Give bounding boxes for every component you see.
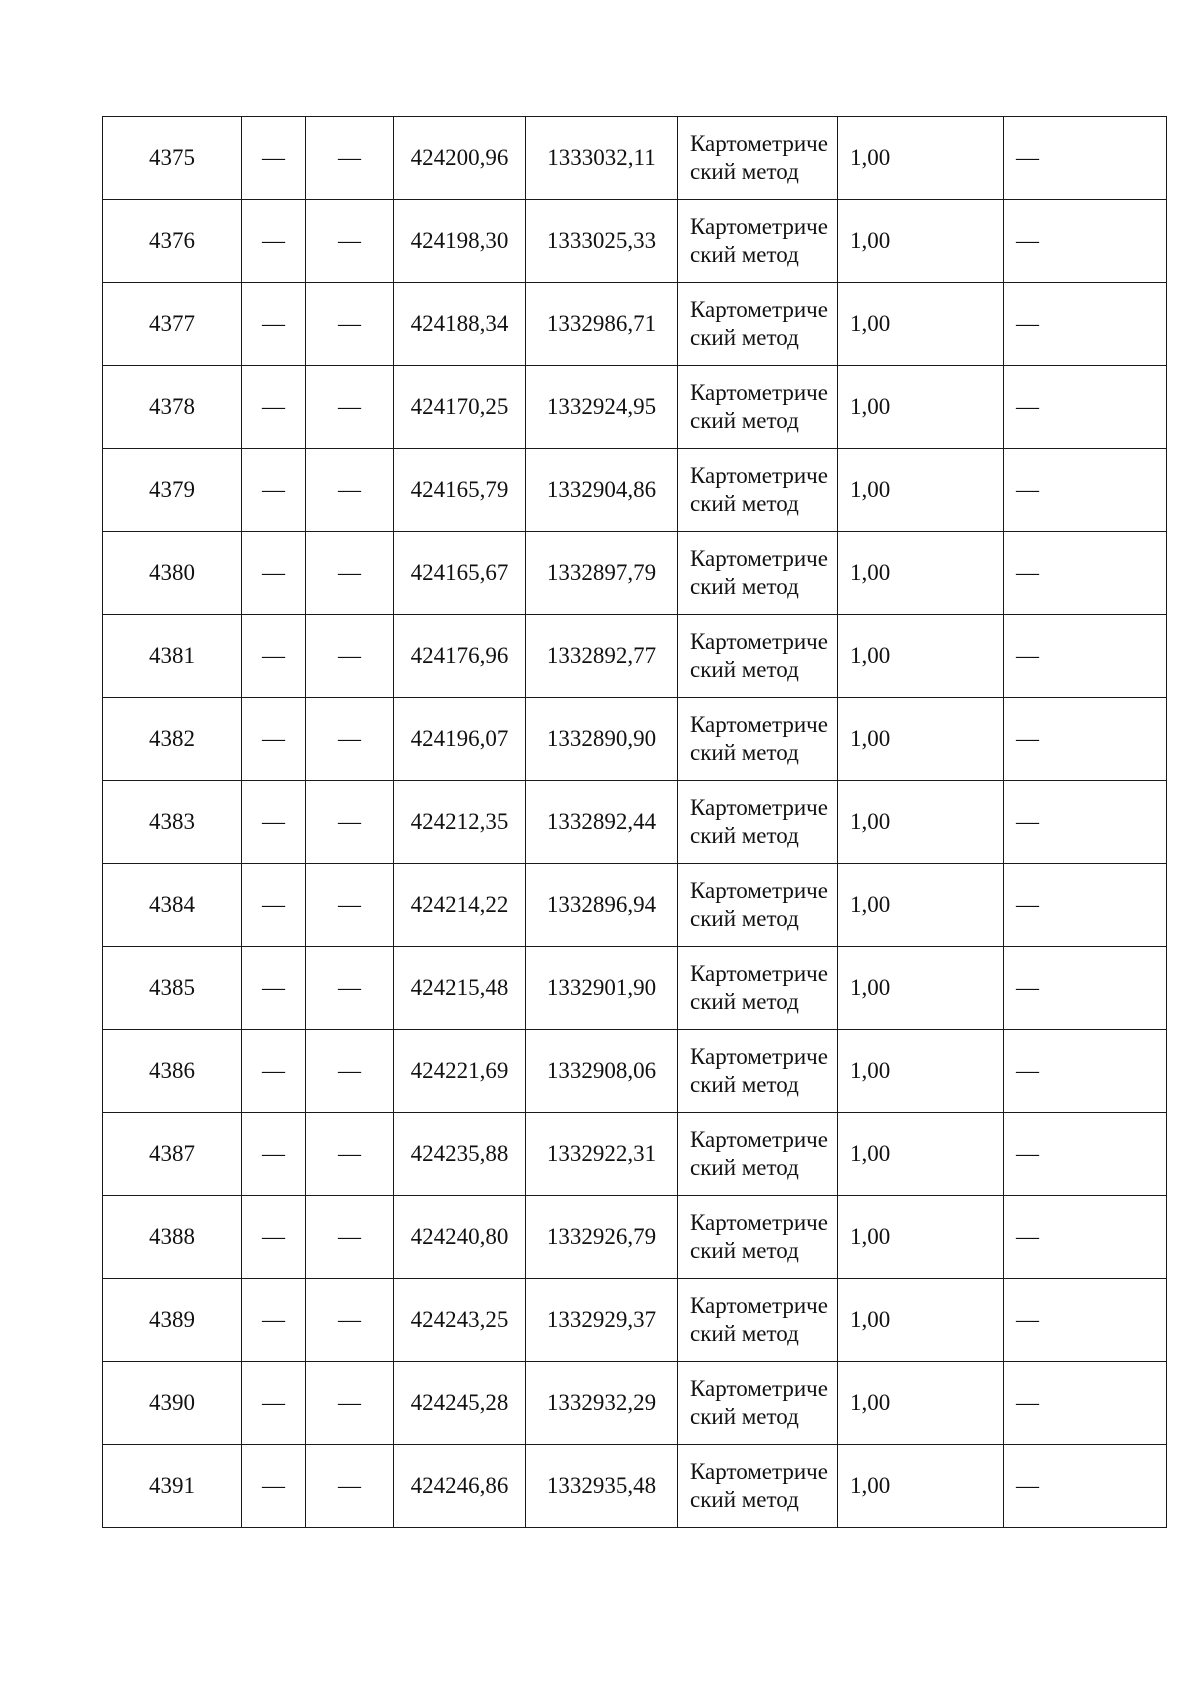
- old-x-text: —: [262, 311, 285, 336]
- old-x-cell: [242, 781, 306, 864]
- point-number-text: 4379: [149, 477, 195, 502]
- description-cell: [1004, 200, 1167, 283]
- old-x-cell: [242, 1196, 306, 1279]
- method-text: Картометрический метод: [690, 961, 828, 1014]
- point-number-cell: [103, 864, 242, 947]
- accuracy-cell: [838, 1445, 1004, 1528]
- old-y-text: —: [338, 1390, 361, 1415]
- accuracy-text: 1,00: [850, 560, 891, 585]
- old-x-text: —: [262, 145, 285, 170]
- old-y-text: —: [338, 643, 361, 668]
- method-text: Картометрический метод: [690, 795, 828, 848]
- method-text: Картометрический метод: [690, 878, 828, 931]
- table-row: [103, 1030, 1167, 1113]
- accuracy-cell: [838, 1279, 1004, 1362]
- point-number-cell: [103, 615, 242, 698]
- x-coordinate-text: 424221,69: [410, 1058, 509, 1083]
- x-coordinate-text: 424243,25: [410, 1307, 509, 1332]
- table-row: [103, 366, 1167, 449]
- table-row: [103, 698, 1167, 781]
- old-x-cell: [242, 1113, 306, 1196]
- point-number-cell: [103, 1362, 242, 1445]
- y-coordinate-cell: [526, 781, 678, 864]
- point-number-text: 4387: [149, 1141, 195, 1166]
- coordinates-table: [102, 116, 1167, 1528]
- point-number-cell: [103, 781, 242, 864]
- old-x-text: —: [262, 560, 285, 585]
- old-y-text: —: [338, 1058, 361, 1083]
- x-coordinate-cell: [394, 1362, 526, 1445]
- table-row: [103, 947, 1167, 1030]
- old-x-cell: [242, 200, 306, 283]
- accuracy-cell: [838, 864, 1004, 947]
- description-cell: [1004, 615, 1167, 698]
- accuracy-cell: [838, 1113, 1004, 1196]
- x-coordinate-cell: [394, 449, 526, 532]
- y-coordinate-cell: [526, 1196, 678, 1279]
- old-y-text: —: [338, 560, 361, 585]
- description-cell: [1004, 1113, 1167, 1196]
- description-text: —: [1016, 560, 1039, 585]
- point-number-text: 4377: [149, 311, 195, 336]
- x-coordinate-cell: [394, 1196, 526, 1279]
- x-coordinate-text: 424240,80: [410, 1224, 509, 1249]
- table-row: [103, 1362, 1167, 1445]
- old-x-cell: [242, 366, 306, 449]
- accuracy-cell: [838, 200, 1004, 283]
- old-y-cell: [306, 532, 394, 615]
- y-coordinate-cell: [526, 117, 678, 200]
- old-x-text: —: [262, 477, 285, 502]
- point-number-text: 4389: [149, 1307, 195, 1332]
- y-coordinate-text: 1332935,48: [546, 1473, 657, 1498]
- table-row: [103, 200, 1167, 283]
- y-coordinate-cell: [526, 615, 678, 698]
- method-text: Картометрический метод: [690, 1293, 828, 1346]
- point-number-text: 4391: [149, 1473, 195, 1498]
- y-coordinate-cell: [526, 283, 678, 366]
- old-y-cell: [306, 200, 394, 283]
- accuracy-text: 1,00: [850, 311, 891, 336]
- point-number-text: 4390: [149, 1390, 195, 1415]
- method-cell: [678, 532, 838, 615]
- old-x-cell: [242, 532, 306, 615]
- description-text: —: [1016, 643, 1039, 668]
- old-y-cell: [306, 1445, 394, 1528]
- y-coordinate-text: 1332922,31: [546, 1141, 657, 1166]
- table-row: [103, 117, 1167, 200]
- x-coordinate-cell: [394, 1113, 526, 1196]
- old-y-cell: [306, 449, 394, 532]
- accuracy-text: 1,00: [850, 145, 891, 170]
- method-cell: [678, 698, 838, 781]
- accuracy-text: 1,00: [850, 1473, 891, 1498]
- method-text: Картометрический метод: [690, 131, 828, 184]
- method-text: Картометрический метод: [690, 546, 828, 599]
- y-coordinate-text: 1332897,79: [546, 560, 657, 585]
- x-coordinate-text: 424200,96: [410, 145, 509, 170]
- y-coordinate-text: 1332892,44: [546, 809, 657, 834]
- old-x-text: —: [262, 228, 285, 253]
- method-text: Картометрический метод: [690, 1459, 828, 1512]
- old-x-cell: [242, 615, 306, 698]
- x-coordinate-text: 424246,86: [410, 1473, 509, 1498]
- point-number-cell: [103, 449, 242, 532]
- y-coordinate-cell: [526, 1279, 678, 1362]
- x-coordinate-text: 424212,35: [410, 809, 509, 834]
- y-coordinate-cell: [526, 366, 678, 449]
- method-cell: [678, 1279, 838, 1362]
- old-x-cell: [242, 1362, 306, 1445]
- x-coordinate-cell: [394, 1445, 526, 1528]
- old-x-text: —: [262, 1058, 285, 1083]
- method-text: Картометрический метод: [690, 380, 828, 433]
- old-x-text: —: [262, 643, 285, 668]
- table-row: [103, 1445, 1167, 1528]
- description-text: —: [1016, 477, 1039, 502]
- description-text: —: [1016, 809, 1039, 834]
- y-coordinate-cell: [526, 1362, 678, 1445]
- accuracy-cell: [838, 117, 1004, 200]
- x-coordinate-cell: [394, 366, 526, 449]
- old-x-text: —: [262, 892, 285, 917]
- accuracy-cell: [838, 781, 1004, 864]
- method-cell: [678, 615, 838, 698]
- x-coordinate-text: 424188,34: [410, 311, 509, 336]
- y-coordinate-text: 1332929,37: [546, 1307, 657, 1332]
- old-x-text: —: [262, 394, 285, 419]
- old-y-cell: [306, 1030, 394, 1113]
- method-text: Картометрический метод: [690, 214, 828, 267]
- y-coordinate-cell: [526, 1445, 678, 1528]
- old-y-text: —: [338, 1141, 361, 1166]
- description-cell: [1004, 1030, 1167, 1113]
- accuracy-text: 1,00: [850, 643, 891, 668]
- old-x-cell: [242, 117, 306, 200]
- y-coordinate-text: 1332896,94: [546, 892, 657, 917]
- point-number-cell: [103, 366, 242, 449]
- accuracy-cell: [838, 698, 1004, 781]
- old-x-cell: [242, 864, 306, 947]
- x-coordinate-text: 424196,07: [410, 726, 509, 751]
- old-y-text: —: [338, 1307, 361, 1332]
- y-coordinate-text: 1332908,06: [546, 1058, 657, 1083]
- point-number-cell: [103, 1113, 242, 1196]
- point-number-cell: [103, 947, 242, 1030]
- old-x-text: —: [262, 975, 285, 1000]
- description-cell: [1004, 117, 1167, 200]
- description-cell: [1004, 366, 1167, 449]
- accuracy-cell: [838, 947, 1004, 1030]
- accuracy-cell: [838, 1362, 1004, 1445]
- method-cell: [678, 1445, 838, 1528]
- description-cell: [1004, 781, 1167, 864]
- point-number-text: 4382: [149, 726, 195, 751]
- description-text: —: [1016, 228, 1039, 253]
- y-coordinate-cell: [526, 864, 678, 947]
- y-coordinate-text: 1332904,86: [546, 477, 657, 502]
- table-row: [103, 615, 1167, 698]
- point-number-text: 4378: [149, 394, 195, 419]
- old-x-text: —: [262, 1473, 285, 1498]
- x-coordinate-cell: [394, 200, 526, 283]
- method-cell: [678, 117, 838, 200]
- accuracy-cell: [838, 1196, 1004, 1279]
- method-text: Картометрический метод: [690, 712, 828, 765]
- y-coordinate-cell: [526, 947, 678, 1030]
- description-text: —: [1016, 1390, 1039, 1415]
- x-coordinate-cell: [394, 864, 526, 947]
- x-coordinate-text: 424235,88: [410, 1141, 509, 1166]
- old-y-cell: [306, 1113, 394, 1196]
- point-number-cell: [103, 283, 242, 366]
- method-text: Картометрический метод: [690, 1044, 828, 1097]
- point-number-cell: [103, 117, 242, 200]
- point-number-text: 4376: [149, 228, 195, 253]
- accuracy-text: 1,00: [850, 1307, 891, 1332]
- accuracy-text: 1,00: [850, 1390, 891, 1415]
- y-coordinate-text: 1332924,95: [546, 394, 657, 419]
- old-x-cell: [242, 1445, 306, 1528]
- point-number-cell: [103, 698, 242, 781]
- y-coordinate-cell: [526, 200, 678, 283]
- x-coordinate-cell: [394, 781, 526, 864]
- method-cell: [678, 283, 838, 366]
- description-cell: [1004, 698, 1167, 781]
- old-y-cell: [306, 781, 394, 864]
- x-coordinate-text: 424176,96: [410, 643, 509, 668]
- description-text: —: [1016, 1224, 1039, 1249]
- y-coordinate-text: 1333032,11: [547, 145, 656, 170]
- description-text: —: [1016, 1141, 1039, 1166]
- method-text: Картометрический метод: [690, 463, 828, 516]
- description-text: —: [1016, 311, 1039, 336]
- old-y-text: —: [338, 975, 361, 1000]
- table-row: [103, 864, 1167, 947]
- table-row: [103, 1196, 1167, 1279]
- accuracy-text: 1,00: [850, 1058, 891, 1083]
- old-x-cell: [242, 947, 306, 1030]
- old-y-text: —: [338, 145, 361, 170]
- accuracy-text: 1,00: [850, 1141, 891, 1166]
- table-row: [103, 781, 1167, 864]
- y-coordinate-text: 1332932,29: [546, 1390, 657, 1415]
- old-y-text: —: [338, 1224, 361, 1249]
- point-number-cell: [103, 200, 242, 283]
- description-cell: [1004, 1445, 1167, 1528]
- description-cell: [1004, 1279, 1167, 1362]
- accuracy-cell: [838, 532, 1004, 615]
- point-number-cell: [103, 1445, 242, 1528]
- point-number-text: 4383: [149, 809, 195, 834]
- old-y-cell: [306, 864, 394, 947]
- method-cell: [678, 449, 838, 532]
- y-coordinate-text: 1332892,77: [546, 643, 657, 668]
- y-coordinate-text: 1332926,79: [546, 1224, 657, 1249]
- method-cell: [678, 781, 838, 864]
- accuracy-text: 1,00: [850, 228, 891, 253]
- point-number-cell: [103, 1279, 242, 1362]
- table-row: [103, 449, 1167, 532]
- old-x-text: —: [262, 1224, 285, 1249]
- accuracy-text: 1,00: [850, 1224, 891, 1249]
- old-y-text: —: [338, 477, 361, 502]
- old-y-cell: [306, 1279, 394, 1362]
- method-text: Картометрический метод: [690, 297, 828, 350]
- description-text: —: [1016, 1473, 1039, 1498]
- y-coordinate-text: 1332986,71: [546, 311, 657, 336]
- description-text: —: [1016, 726, 1039, 751]
- old-x-cell: [242, 449, 306, 532]
- y-coordinate-text: 1332890,90: [546, 726, 657, 751]
- description-cell: [1004, 532, 1167, 615]
- old-y-text: —: [338, 892, 361, 917]
- accuracy-text: 1,00: [850, 394, 891, 419]
- x-coordinate-text: 424245,28: [410, 1390, 509, 1415]
- y-coordinate-cell: [526, 449, 678, 532]
- x-coordinate-text: 424215,48: [410, 975, 509, 1000]
- description-text: —: [1016, 145, 1039, 170]
- accuracy-text: 1,00: [850, 975, 891, 1000]
- description-cell: [1004, 1362, 1167, 1445]
- method-cell: [678, 1362, 838, 1445]
- y-coordinate-cell: [526, 1030, 678, 1113]
- x-coordinate-text: 424198,30: [410, 228, 509, 253]
- accuracy-text: 1,00: [850, 477, 891, 502]
- old-y-cell: [306, 1196, 394, 1279]
- method-cell: [678, 200, 838, 283]
- x-coordinate-cell: [394, 1030, 526, 1113]
- method-cell: [678, 366, 838, 449]
- accuracy-cell: [838, 1030, 1004, 1113]
- x-coordinate-text: 424214,22: [410, 892, 509, 917]
- description-text: —: [1016, 975, 1039, 1000]
- method-text: Картометрический метод: [690, 1210, 828, 1263]
- accuracy-cell: [838, 366, 1004, 449]
- y-coordinate-text: 1333025,33: [546, 228, 657, 253]
- old-y-cell: [306, 1362, 394, 1445]
- old-x-text: —: [262, 726, 285, 751]
- description-text: —: [1016, 892, 1039, 917]
- old-x-cell: [242, 1030, 306, 1113]
- method-text: Картометрический метод: [690, 629, 828, 682]
- old-x-cell: [242, 698, 306, 781]
- description-cell: [1004, 864, 1167, 947]
- point-number-cell: [103, 1196, 242, 1279]
- method-cell: [678, 1030, 838, 1113]
- method-text: Картометрический метод: [690, 1127, 828, 1180]
- x-coordinate-cell: [394, 532, 526, 615]
- x-coordinate-text: 424165,79: [410, 477, 509, 502]
- point-number-text: 4381: [149, 643, 195, 668]
- x-coordinate-cell: [394, 117, 526, 200]
- old-y-cell: [306, 698, 394, 781]
- old-y-cell: [306, 615, 394, 698]
- old-x-text: —: [262, 809, 285, 834]
- table-body: [103, 117, 1167, 1528]
- accuracy-cell: [838, 283, 1004, 366]
- accuracy-text: 1,00: [850, 726, 891, 751]
- old-y-text: —: [338, 809, 361, 834]
- method-cell: [678, 864, 838, 947]
- y-coordinate-cell: [526, 698, 678, 781]
- old-y-text: —: [338, 394, 361, 419]
- description-text: —: [1016, 1307, 1039, 1332]
- old-x-cell: [242, 1279, 306, 1362]
- point-number-text: 4380: [149, 560, 195, 585]
- description-cell: [1004, 283, 1167, 366]
- table-row: [103, 1279, 1167, 1362]
- point-number-text: 4386: [149, 1058, 195, 1083]
- accuracy-text: 1,00: [850, 809, 891, 834]
- accuracy-text: 1,00: [850, 892, 891, 917]
- description-text: —: [1016, 1058, 1039, 1083]
- x-coordinate-cell: [394, 1279, 526, 1362]
- x-coordinate-cell: [394, 698, 526, 781]
- method-text: Картометрический метод: [690, 1376, 828, 1429]
- accuracy-cell: [838, 449, 1004, 532]
- description-cell: [1004, 449, 1167, 532]
- old-x-text: —: [262, 1307, 285, 1332]
- x-coordinate-cell: [394, 615, 526, 698]
- old-y-text: —: [338, 228, 361, 253]
- y-coordinate-cell: [526, 532, 678, 615]
- old-x-text: —: [262, 1141, 285, 1166]
- point-number-text: 4388: [149, 1224, 195, 1249]
- x-coordinate-text: 424165,67: [410, 560, 509, 585]
- old-y-cell: [306, 366, 394, 449]
- old-y-cell: [306, 283, 394, 366]
- table-row: [103, 532, 1167, 615]
- description-cell: [1004, 1196, 1167, 1279]
- description-text: —: [1016, 394, 1039, 419]
- description-cell: [1004, 947, 1167, 1030]
- y-coordinate-text: 1332901,90: [546, 975, 657, 1000]
- method-cell: [678, 947, 838, 1030]
- old-y-cell: [306, 117, 394, 200]
- method-cell: [678, 1196, 838, 1279]
- method-cell: [678, 1113, 838, 1196]
- old-y-text: —: [338, 726, 361, 751]
- y-coordinate-cell: [526, 1113, 678, 1196]
- x-coordinate-text: 424170,25: [410, 394, 509, 419]
- point-number-text: 4385: [149, 975, 195, 1000]
- accuracy-cell: [838, 615, 1004, 698]
- x-coordinate-cell: [394, 947, 526, 1030]
- old-y-text: —: [338, 311, 361, 336]
- table-row: [103, 283, 1167, 366]
- point-number-cell: [103, 532, 242, 615]
- old-y-cell: [306, 947, 394, 1030]
- old-x-text: —: [262, 1390, 285, 1415]
- old-y-text: —: [338, 1473, 361, 1498]
- x-coordinate-cell: [394, 283, 526, 366]
- old-x-cell: [242, 283, 306, 366]
- point-number-text: 4375: [149, 145, 195, 170]
- table-row: [103, 1113, 1167, 1196]
- point-number-text: 4384: [149, 892, 195, 917]
- point-number-cell: [103, 1030, 242, 1113]
